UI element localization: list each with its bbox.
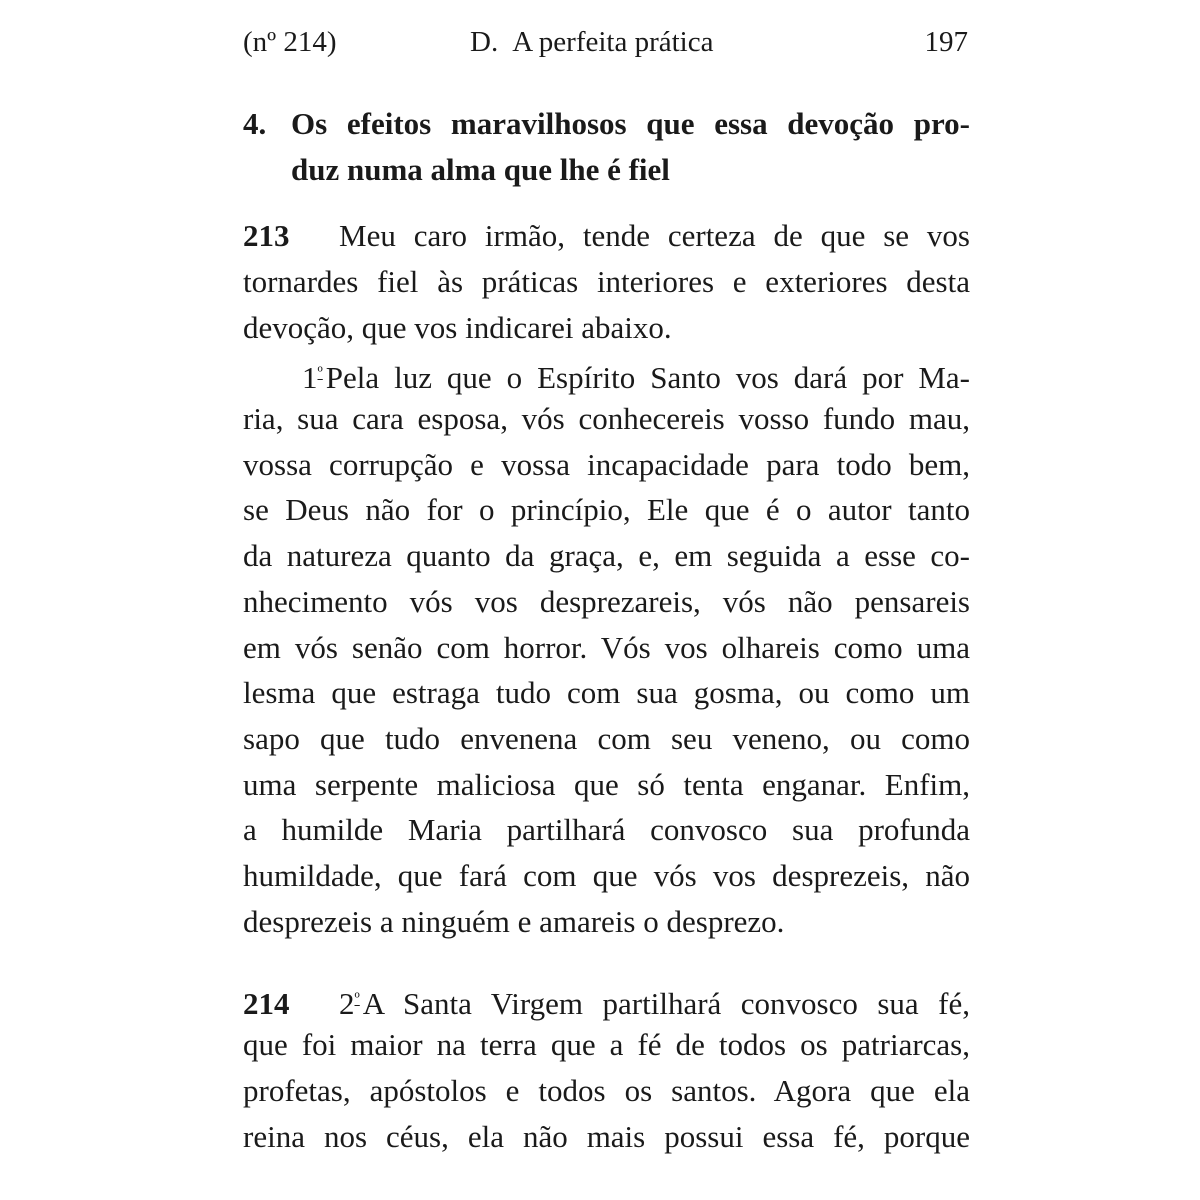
paragraph-line: ria, sua cara esposa, vós conhecereis vosso fundo mau, [243,401,970,436]
paragraph-line: sapo que tudo envenena com seu veneno, ou como [243,721,970,756]
paragraph-line: tornardes fiel às práticas interiores e exteriores desta [243,264,970,299]
ordinal-number: 2 [339,986,355,1022]
header-section-name: A perfeita prática [512,26,714,58]
heading-line: Os efeitos maravilhosos que essa devoção pro- [291,106,970,141]
paragraph-line [243,216,970,256]
paragraph-line: lesma que estraga tudo com sua gosma, ou como um [243,675,970,710]
paragraph-line [243,979,970,1022]
paragraph-line: vossa corrupção e vossa incapacidade para todo bem, [243,447,970,482]
page-number: 197 [924,26,968,58]
paragraph-number: 214 [243,986,290,1022]
paragraph-line: desprezeis a ninguém e amareis o desprezo. [243,904,785,939]
paragraph-number: 213 [243,218,290,253]
header-section-letter: D. [470,26,499,58]
paragraph-line: reina nos céus, ela não mais possui essa fé, porque [243,1119,970,1154]
ordinal-number: 1 [302,360,318,396]
paragraph-line: uma serpente maliciosa que só tenta enganar. Enfim, [243,767,970,802]
paragraph-line: a humilde Maria partilhará convosco sua profunda [243,812,970,847]
paragraph-text: Pela luz que o Espírito Santo vos dará por Ma- [325,360,970,396]
ordinal-suffix: º [317,363,323,382]
paragraph-text: Meu caro irmão, tende certeza de que se vos [339,218,970,253]
paragraph-line [302,353,970,396]
heading-line: duz numa alma que lhe é fiel [291,152,670,187]
heading-number: 4. [243,106,267,141]
running-header [243,22,970,62]
header-paragraph-ref: (nº 214) [243,26,337,58]
header-section-title [470,22,713,62]
paragraph-line: devoção, que vos indicarei abaixo. [243,310,672,345]
paragraph-line: nhecimento vós vos desprezareis, vós não pensareis [243,584,970,619]
paragraph-line: da natureza quanto da graça, e, em seguida a esse co- [243,538,970,573]
ordinal-suffix: º [354,989,360,1008]
paragraph-line: se Deus não for o princípio, Ele que é o autor tanto [243,492,970,527]
paragraph-line: profetas, apóstolos e todos os santos. Agora que ela [243,1073,970,1108]
paragraph-line: humildade, que fará com que vós vos desprezeis, não [243,858,970,893]
paragraph-text: A Santa Virgem partilhará convosco sua fé, [362,986,970,1022]
paragraph-line: que foi maior na terra que a fé de todos os patriarcas, [243,1027,970,1062]
paragraph-line: em vós senão com horror. Vós vos olhareis como uma [243,630,970,665]
